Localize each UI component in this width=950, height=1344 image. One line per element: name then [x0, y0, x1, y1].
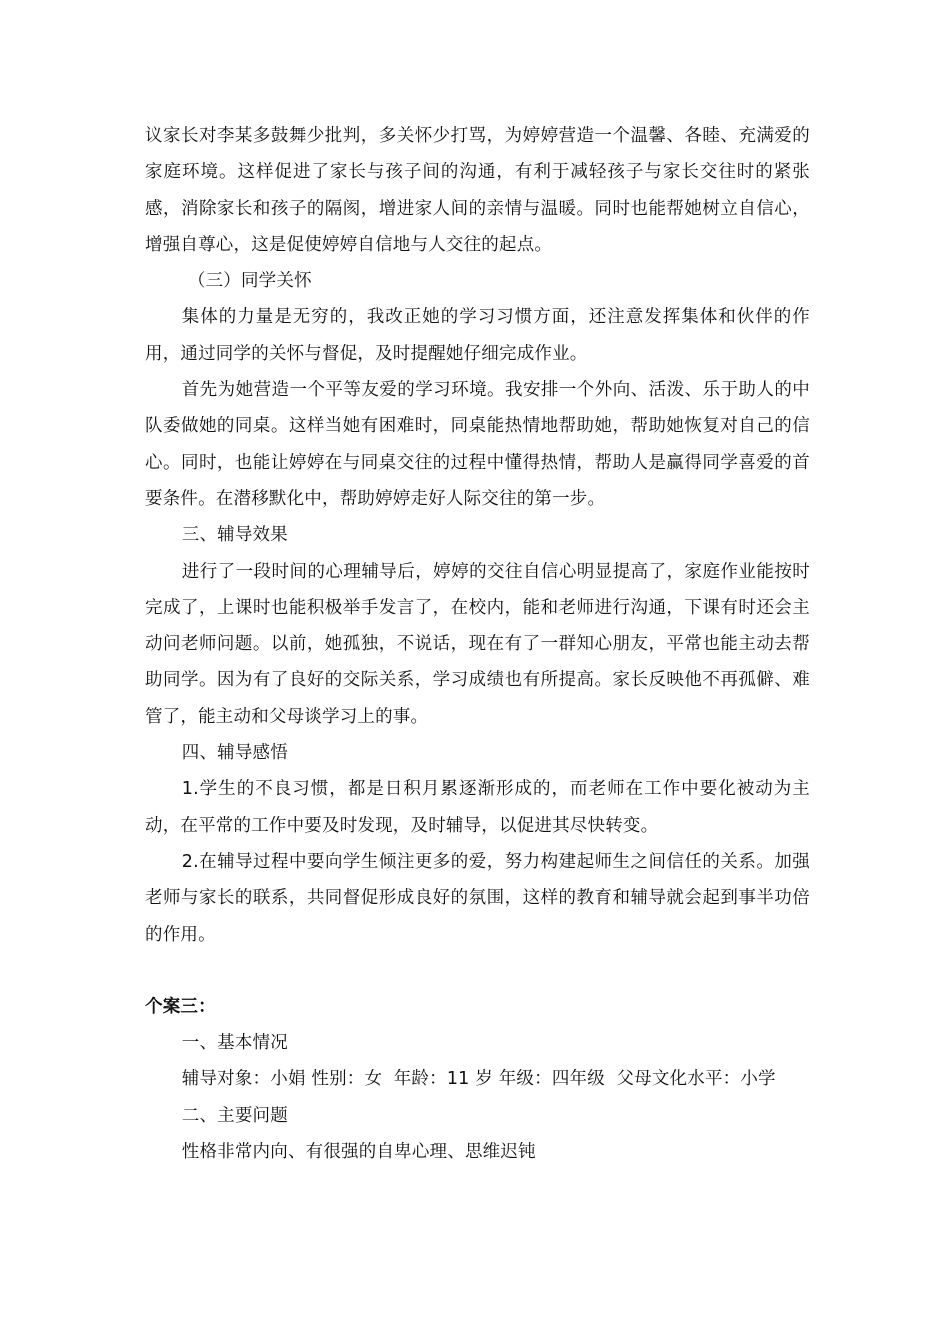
- section-gap: [145, 953, 810, 989]
- heading-case-three: 个案三：: [145, 996, 216, 1017]
- paragraph-reflection-2: 2.在辅导过程中要向学生倾注更多的爱，努力构建起师生之间信任的关系。加强老师与家长的联系，共同督促形成良好的氛围，这样的教育和辅导就会起到事半功倍的作用。: [145, 851, 810, 945]
- paragraph-learning-environment: 首先为她营造一个平等友爱的学习环境。我安排一个外向、活泼、乐于助人的中队委做她的同桌。这样当她有困难时，同桌能热情地帮助她，帮助她恢复对自己的信心。同时，也能让婷婷在与同桌交往的过程中懂得热情，帮助人是赢得同学喜爱的首要条件。在潜移默化中，帮助婷婷走好人际交往的第一步。: [145, 380, 810, 509]
- subheading-classmate-care: （三）同学关怀: [187, 271, 312, 292]
- heading-basic-info: 一、基本情况: [181, 1033, 288, 1054]
- paragraph-reflection-1: 1.学生的不良习惯，都是日积月累逐渐形成的，而老师在工作中要化被动为主动，在平常的工作中要及时发现，及时辅导，以促进其尽快转变。: [145, 779, 810, 836]
- heading-counseling-reflection: 四、辅导感悟: [181, 743, 288, 764]
- paragraph-basic-info: 辅导对象：小娟 性别：女 年龄：11 岁 年级：四年级 父母文化水平：小学: [181, 1069, 776, 1090]
- document-body: [145, 118, 810, 1170]
- heading-counseling-effect: 三、辅导效果: [181, 525, 288, 546]
- paragraph-family-environment: 议家长对李某多鼓舞少批判，多关怀少打骂，为婷婷营造一个温馨、各睦、充满爱的家庭环境。这样促进了家长与孩子间的沟通，有利于减轻孩子与家长交往时的紧张感，消除家长和孩子的隔阂，增进家人间的亲情与温暖。同时也能帮她树立自信心，增强自尊心，这是促使婷婷自信地与人交往的起点。: [145, 126, 810, 255]
- paragraph-main-problem: 性格非常内向、有很强的自卑心理、思维迟钝: [181, 1142, 536, 1163]
- heading-main-problem: 二、主要问题: [181, 1105, 288, 1126]
- paragraph-collective-power: 集体的力量是无穷的，我改正她的学习习惯方面，还注意发挥集体和伙伴的作用，通过同学的关怀与督促，及时提醒她仔细完成作业。: [145, 307, 810, 364]
- paragraph-counseling-effect: 进行了一段时间的心理辅导后，婷婷的交往自信心明显提高了，家庭作业能按时完成了，上课时也能积极举手发言了，在校内，能和老师进行沟通，下课有时还会主动问老师问题。以前，她孤独，不说话，现在有了一群知心朋友，平常也能主动去帮助同学。因为有了良好的交际关系，学习成绩也有所提高。家长反映他不再孤僻、难管了，能主动和父母谈学习上的事。: [145, 561, 810, 727]
